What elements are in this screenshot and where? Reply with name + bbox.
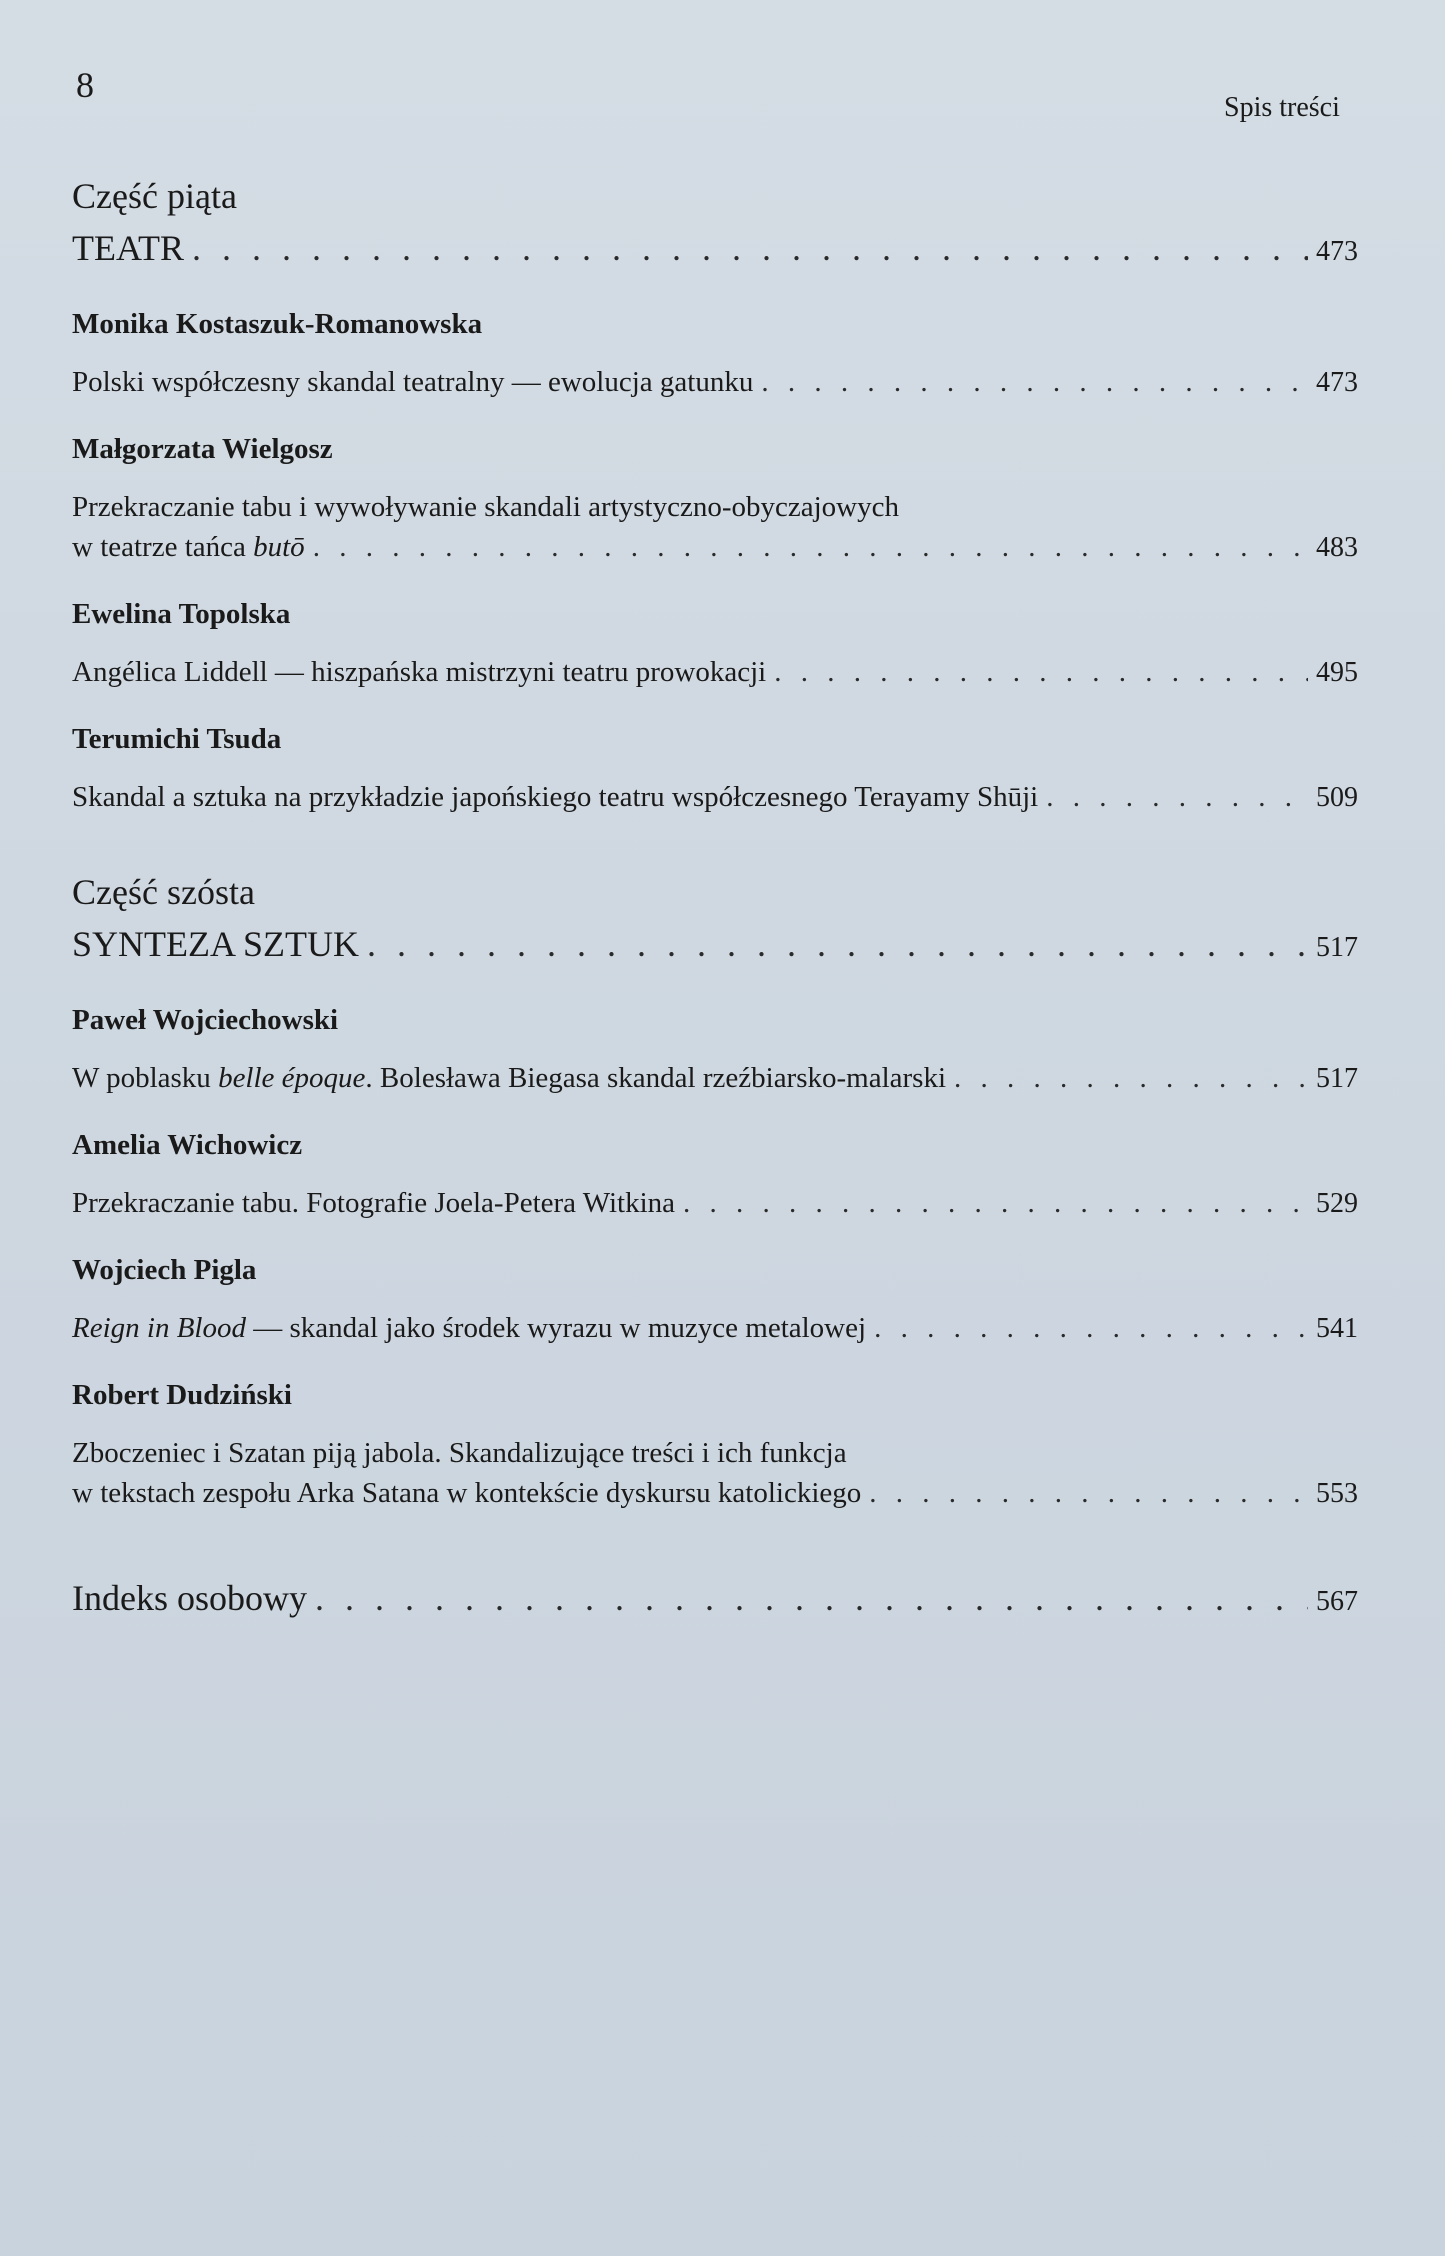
dot-leader (869, 1473, 1308, 1513)
article-title-line: Zboczeniec i Szatan piją jabola. Skandalizujące treści i ich funkcja (72, 1437, 847, 1469)
article-title: Przekraczanie tabu. Fotografie Joela-Petera Witkina (72, 1187, 676, 1219)
author-name: Wojciech Pigla (72, 1254, 257, 1286)
toc-entry[interactable] (72, 652, 1358, 693)
part-title: TEATR (72, 228, 184, 268)
article-title (72, 1058, 946, 1098)
page-ref: 529 (1316, 1188, 1358, 1219)
article-title-italic: belle époque (218, 1062, 366, 1094)
page-ref: 495 (1316, 657, 1358, 688)
page-number: 8 (76, 65, 94, 105)
dot-leader (313, 527, 1308, 567)
article-title-line: w tekstach zespołu Arka Satana w kontekście dyskursu katolickiego (72, 1477, 862, 1509)
author-name: Amelia Wichowicz (72, 1129, 303, 1161)
part-title-entry[interactable] (72, 222, 1358, 278)
author-name: Małgorzata Wielgosz (72, 433, 333, 465)
author-name: Monika Kostaszuk-Romanowska (72, 308, 483, 340)
dot-leader (683, 1183, 1308, 1223)
page-ref: 553 (1316, 1478, 1358, 1509)
article-title-text: w teatrze tańca (72, 531, 254, 563)
article-title-line (72, 527, 305, 567)
page-ref: 517 (1316, 932, 1358, 963)
article-title-text: . Bolesława Biegasa skandal rzeźbiarsko-malarski (365, 1062, 947, 1094)
author-name: Ewelina Topolska (72, 598, 291, 630)
author-name: Robert Dudziński (72, 1379, 292, 1411)
index-title: Indeks osobowy (72, 1578, 307, 1618)
dot-leader (774, 652, 1308, 692)
author-name: Terumichi Tsuda (72, 723, 282, 755)
article-title-line: Przekraczanie tabu i wywoływanie skandali artystyczno-obyczajowych (72, 491, 899, 523)
toc-entry[interactable] (72, 1183, 1358, 1224)
page-ref: 483 (1316, 532, 1358, 563)
dot-leader (874, 1308, 1308, 1348)
page-ref: 541 (1316, 1313, 1358, 1344)
dot-leader (761, 362, 1308, 402)
page-ref: 567 (1316, 1586, 1358, 1617)
dot-leader (954, 1058, 1308, 1098)
author-name: Paweł Wojciechowski (72, 1004, 339, 1036)
index-entry[interactable] (72, 1572, 1358, 1628)
toc-entry[interactable] (72, 777, 1358, 818)
toc-entry[interactable] (72, 487, 1358, 568)
dot-leader (1046, 777, 1308, 817)
article-title: Angélica Liddell — hiszpańska mistrzyni teatru prowokacji (72, 656, 767, 688)
toc-entry[interactable] (72, 1433, 1358, 1514)
part-label: Część szósta (72, 872, 255, 912)
article-title-text: — skandal jako środek wyrazu w muzyce metalowej (245, 1312, 867, 1344)
toc-entry[interactable] (72, 1308, 1358, 1349)
running-head: Spis treści (1224, 92, 1340, 123)
article-title-text: W poblasku (72, 1062, 219, 1094)
dot-leader (192, 222, 1308, 274)
article-title: Polski współczesny skandal teatralny — ewolucja gatunku (72, 366, 754, 398)
toc-entry[interactable] (72, 362, 1358, 403)
part-label: Część piąta (72, 176, 237, 216)
dot-leader (315, 1572, 1308, 1624)
page-ref: 473 (1316, 367, 1358, 398)
page-ref: 509 (1316, 782, 1358, 813)
article-title-italic: Reign in Blood (72, 1312, 246, 1344)
article-title: Skandal a sztuka na przykładzie japońskiego teatru współczesnego Terayamy Shūji (72, 781, 1039, 813)
page-ref: 517 (1316, 1063, 1358, 1094)
article-title (72, 1308, 866, 1348)
table-of-contents (72, 170, 1358, 1628)
part-title: SYNTEZA SZTUK (72, 924, 359, 964)
toc-entry[interactable] (72, 1058, 1358, 1099)
page-ref: 473 (1316, 236, 1358, 267)
part-title-entry[interactable] (72, 918, 1358, 974)
article-title-italic: butō (253, 531, 305, 563)
dot-leader (367, 918, 1308, 970)
